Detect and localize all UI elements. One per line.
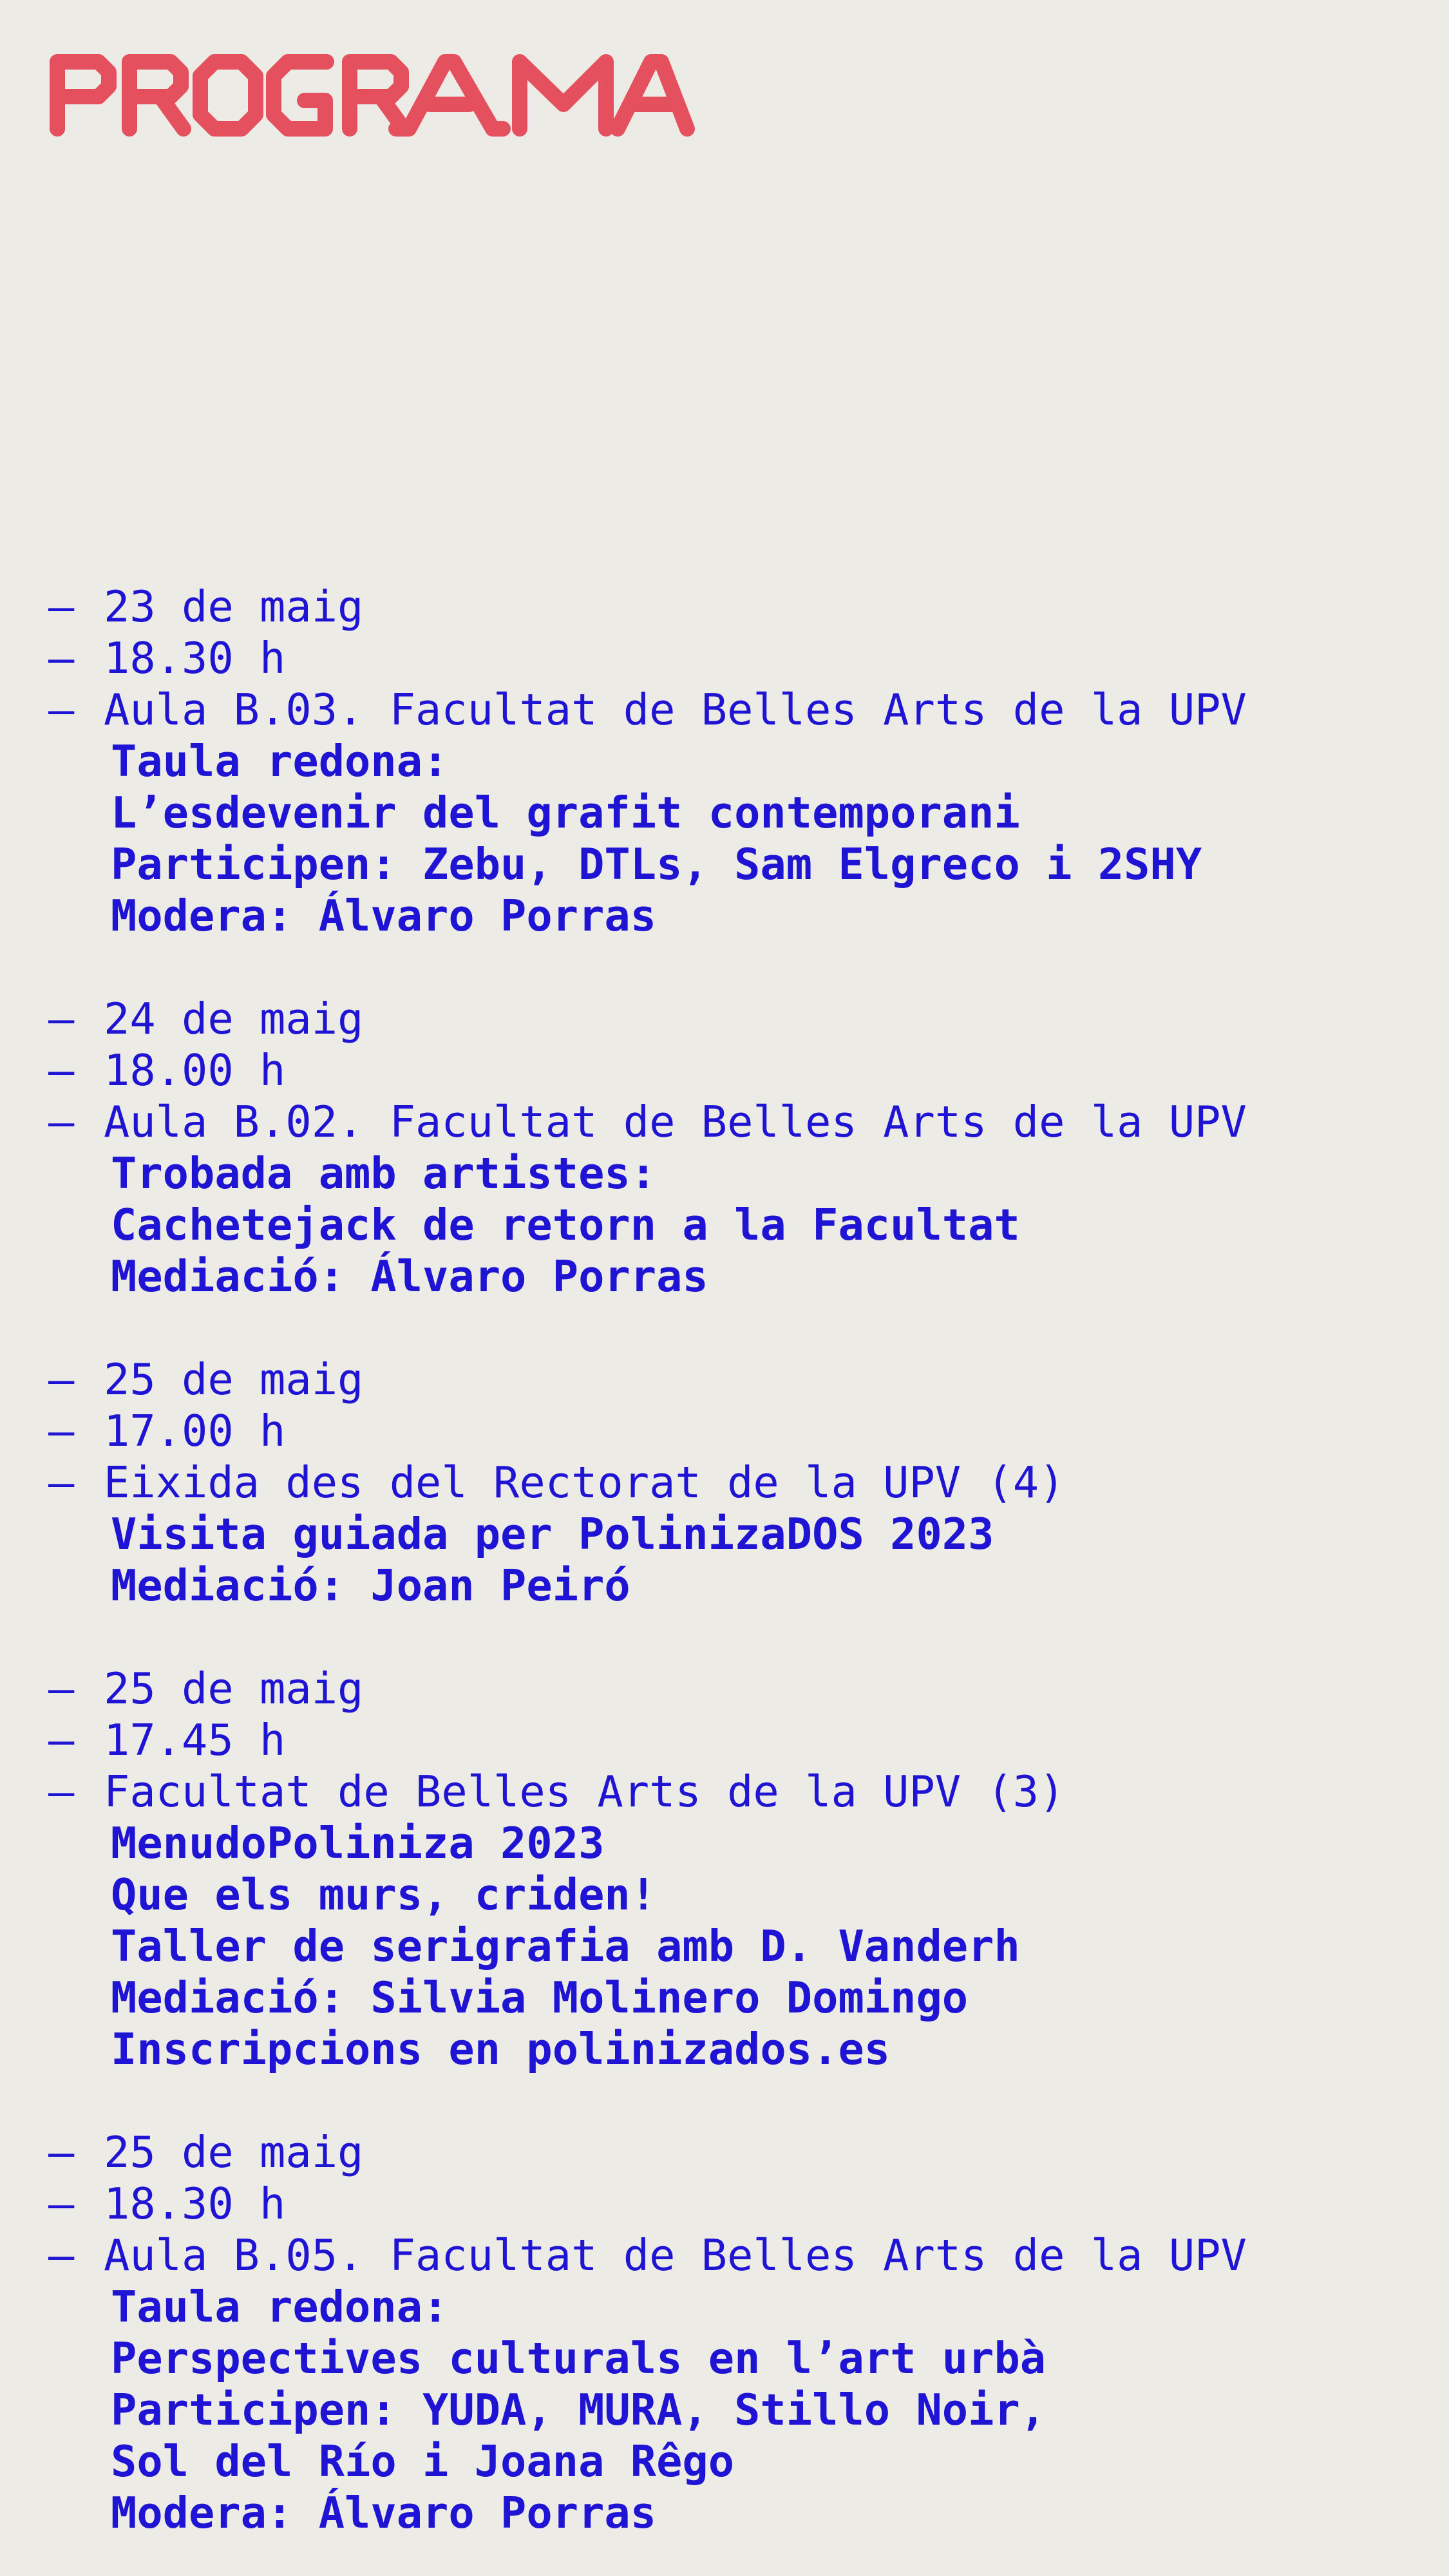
event-place: [48, 1096, 1401, 1148]
event-date-text: 25 de maig: [104, 1354, 364, 1405]
event-detail: Trobada amb artistes:: [111, 1148, 657, 1198]
dash-mark: —: [48, 633, 75, 683]
event-detail: L’esdevenir del grafit contemporani: [111, 788, 1020, 838]
dash-mark: —: [48, 1406, 75, 1456]
event-date: [48, 581, 1401, 632]
dash-mark: —: [48, 1354, 75, 1405]
event-time: [48, 1405, 1401, 1457]
event-date: [48, 993, 1401, 1045]
event-detail: Cachetejack de retorn a la Facultat: [111, 1200, 1020, 1250]
event-place-text: Aula B.02. Facultat de Belles Arts de la UPV: [104, 1097, 1247, 1147]
dash-mark: —: [48, 2127, 75, 2177]
event-date-text: 23 de maig: [104, 582, 364, 632]
dash-mark: —: [48, 1663, 75, 1714]
event-detail: Sol del Río i Joana Rêgo: [111, 2436, 735, 2486]
event-detail: Mediació: Álvaro Porras: [111, 1251, 708, 1302]
dash-mark: —: [48, 685, 75, 735]
event-detail: Inscripcions en polinizados.es: [111, 2024, 891, 2074]
event-time-text: 18.00 h: [104, 1045, 286, 1095]
event-detail: Taula redona:: [111, 736, 449, 786]
event-detail: MenudoPoliniza 2023: [111, 1818, 605, 1868]
event-time: [48, 2178, 1401, 2230]
event-detail: Participen: Zebu, DTLs, Sam Elgreco i 2SHY: [111, 839, 1202, 889]
event-time: [48, 632, 1401, 684]
event-detail: Mediació: Silvia Molinero Domingo: [111, 1973, 969, 2023]
event-time: [48, 1045, 1401, 1096]
event-detail: Perspectives culturals en l’art urbà: [111, 2333, 1046, 2383]
event-detail: Modera: Álvaro Porras: [111, 2488, 657, 2538]
dash-mark: —: [48, 2179, 75, 2229]
dash-mark: —: [48, 1457, 75, 1508]
event-date: [48, 1354, 1401, 1405]
event-detail: Modera: Álvaro Porras: [111, 891, 657, 941]
event-time-text: 18.30 h: [104, 2179, 286, 2229]
event-item: [48, 2126, 1401, 2539]
event-place-text: Aula B.03. Facultat de Belles Arts de la UPV: [104, 685, 1247, 735]
event-place: [48, 1766, 1401, 1817]
dash-mark: —: [48, 994, 75, 1044]
dash-mark: —: [48, 1766, 75, 1817]
event-item: [48, 993, 1401, 1302]
event-place: [48, 684, 1401, 735]
event-time-text: 17.00 h: [104, 1406, 286, 1456]
event-detail: Mediació: Joan Peiró: [111, 1560, 630, 1611]
event-detail: Taula redona:: [111, 2282, 449, 2332]
event-date: [48, 1663, 1401, 1714]
dash-mark: —: [48, 1715, 75, 1765]
dash-mark: —: [48, 1097, 75, 1147]
event-place: [48, 1457, 1401, 1508]
event-time: [48, 1714, 1401, 1766]
event-place-text: Aula B.05. Facultat de Belles Arts de la UPV: [104, 2230, 1247, 2280]
event-detail: Participen: YUDA, MURA, Stillo Noir,: [111, 2385, 1046, 2435]
event-item: [48, 1663, 1401, 2075]
page-title: [48, 53, 695, 137]
dash-mark: —: [48, 2230, 75, 2280]
event-detail: Que els murs, criden!: [111, 1870, 657, 1920]
dash-mark: —: [48, 582, 75, 632]
event-item: [48, 581, 1401, 942]
event-item: [48, 1354, 1401, 1611]
title-lettering: [48, 53, 695, 137]
event-date: [48, 2126, 1401, 2178]
event-place: [48, 2230, 1401, 2281]
event-time-text: 17.45 h: [104, 1715, 286, 1765]
event-place-text: Eixida des del Rectorat de la UPV (4): [104, 1457, 1065, 1508]
event-date-text: 25 de maig: [104, 1663, 364, 1714]
event-date-text: 24 de maig: [104, 994, 364, 1044]
dash-mark: —: [48, 1045, 75, 1095]
event-date-text: 25 de maig: [104, 2127, 364, 2177]
event-time-text: 18.30 h: [104, 633, 286, 683]
event-detail: Visita guiada per PolinizaDOS 2023: [111, 1509, 994, 1559]
event-detail: Taller de serigrafia amb D. Vanderh: [111, 1921, 1020, 1971]
event-place-text: Facultat de Belles Arts de la UPV (3): [104, 1766, 1065, 1817]
program-list: [48, 581, 1401, 2539]
